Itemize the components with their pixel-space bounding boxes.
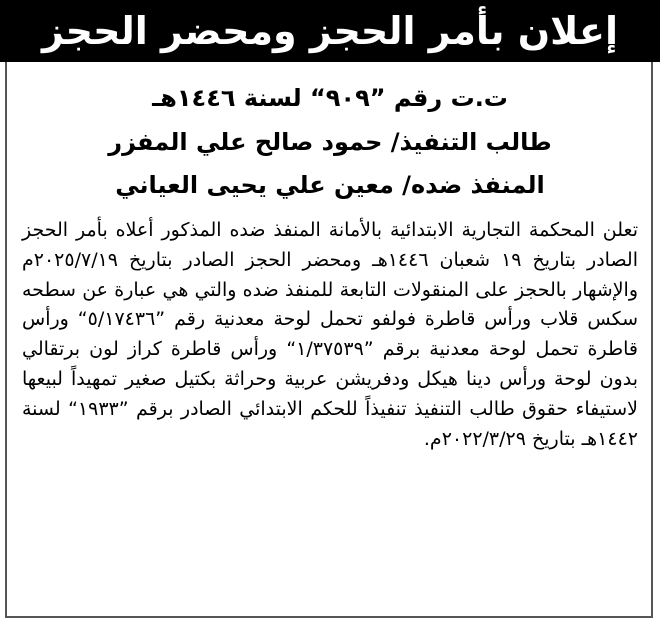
notice-title: إعلان بأمر الحجز ومحضر الحجز (42, 9, 618, 53)
case-number: ت.ت رقم ”٩٠٩“ لسنة ١٤٤٦هـ (152, 84, 508, 112)
notice-title-banner (0, 0, 660, 62)
notice-body: تعلن المحكمة التجارية الابتدائية بالأمانة المنفذ ضده المذكور أعلاه بأمر الحجز الصادر بتاريخ ١٩ شعبان ١٤٤٦هـ ومحضر الحجز الصادر بتاريخ ٢٠٢٥/٧/١٩م والإشهار بالحجز على المنقولات التابعة للمنفذ ضده والتي هي عبارة عن سطحه سكس قلاب ورأس قاطرة فولفو تحمل لوحة معدنية رقم ”٥/١٧٤٣٦“ ورأس قاطرة تحمل لوحة معدنية برقم ”١/٣٧٥٣٩“ ورأس قاطرة كراز لون برتقالي بدون لوحة ورأس دينا هيكل ودفريشن عربية وحراثة بكتيل صغير تمهيداً لبيعها لاستيفاء حقوق طالب التنفيذ تنفيذاً للحكم الابتدائي الصادر برقم ”١٩٣٣“ لسنة ١٤٤٢هـ بتاريخ ٢٠٢٢/٣/٢٩م. (22, 219, 639, 450)
defendant-line: المنفذ ضده/ معين علي يحيى العياني (115, 171, 545, 199)
claimant-line: طالب التنفيذ/ حمود صالح علي المفزر (108, 128, 552, 156)
